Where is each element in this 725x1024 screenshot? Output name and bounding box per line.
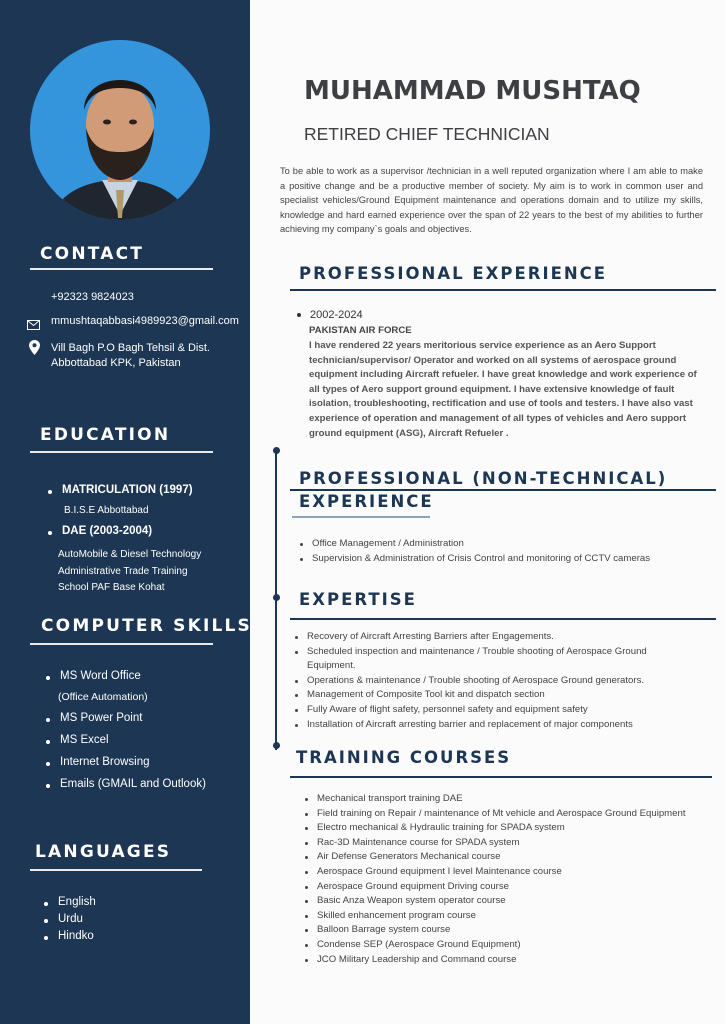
experience-bullet xyxy=(297,313,301,317)
education-item xyxy=(48,525,152,537)
non-technical-underline xyxy=(292,516,430,518)
location-pin-icon xyxy=(29,340,40,360)
education-detail: Administrative Trade Training xyxy=(58,566,188,577)
expertise-item: Scheduled inspection and maintenance / Trouble shooting of Aerospace Ground Equipment. xyxy=(293,645,652,674)
training-item: Field training on Repair / maintenance of Mt vehicle and Aerospace Ground Equipment xyxy=(303,807,715,822)
education-divider xyxy=(30,451,213,453)
contact-divider xyxy=(30,268,213,270)
education-detail: B.I.S.E Abbottabad xyxy=(64,505,149,516)
languages-heading: LANGUAGES xyxy=(35,842,172,862)
training-item: Basic Anza Weapon system operator course xyxy=(303,894,715,909)
training-item: Condense SEP (Aerospace Ground Equipment) xyxy=(303,938,715,953)
computer-skills-heading: COMPUTER SKILLS xyxy=(41,616,252,636)
timeline-dot xyxy=(273,447,280,454)
professional-experience-divider xyxy=(290,289,716,291)
skill-item-note: (Office Automation) xyxy=(58,691,148,703)
person-name: MUHAMMAD MUSHTAQ xyxy=(304,76,641,106)
skill-item: Emails (GMAIL and Outlook) xyxy=(46,778,206,800)
expertise-heading: EXPERTISE xyxy=(299,590,417,609)
training-list xyxy=(303,792,715,967)
education-heading: EDUCATION xyxy=(40,425,171,445)
training-heading: TRAINING COURSES xyxy=(296,748,512,767)
non-technical-heading: PROFESSIONAL (NON-TECHNICAL) xyxy=(299,469,668,488)
contact-heading: CONTACT xyxy=(40,244,145,264)
language-item: Hindko xyxy=(44,930,96,947)
professional-experience-heading: PROFESSIONAL EXPERIENCE xyxy=(299,264,608,283)
education-title: DAE (2003-2004) xyxy=(62,525,153,537)
language-item: Urdu xyxy=(44,913,96,930)
experience-description: I have rendered 22 years meritorious service experience as an Aero Support technician/supervisor/ Operator and worked on all systems of aerospace ground equipment including Aircraft refueler. I have great knowledge and work experience of all types of Aero support ground equipment. I have extensive knowledge of fault isolation, troubleshooting, rectification and use of tools and testers. I have also vast experience of operation and management of all types of vehicles and Aero support ground equipment (ASG), Aircraft Refueler . xyxy=(309,340,697,439)
phone-number: +92323 9824023 xyxy=(51,291,134,303)
expertise-item: Installation of Aircraft arresting barrier and replacement of major components xyxy=(293,718,708,733)
skill-item: MS Power Point xyxy=(46,712,206,734)
training-divider xyxy=(290,776,712,778)
career-objective: To be able to work as a supervisor /technician in a well reputed organization where I am able to make a positive change and be a productive member of society. My aim is to work in common user and specialist vehicles/Ground Equipment maintenance and operations domain and to utilize my skills, knowledge and hard earned experience over the span of 22 years to the best of my abilities to further achieving my company`s goals and objectives. xyxy=(280,166,703,235)
languages-list xyxy=(44,896,96,947)
training-item: Balloon Barrage system course xyxy=(303,923,715,938)
timeline-dot xyxy=(273,742,280,749)
skill-item: MS Word Office xyxy=(46,670,206,691)
education-detail: AutoMobile & Diesel Technology xyxy=(58,549,202,560)
non-technical-list xyxy=(298,537,650,566)
skill-item: MS Excel xyxy=(46,734,206,756)
expertise-item: Fully Aware of flight safety, personnel safety and equipment safety xyxy=(293,703,708,718)
education-item xyxy=(48,484,193,496)
address-line-1: Vill Bagh P.O Bagh Tehsil & Dist. xyxy=(51,342,210,354)
training-item: Skilled enhancement program course xyxy=(303,909,715,924)
training-item: Mechanical transport training DAE xyxy=(303,792,715,807)
training-item: Aerospace Ground equipment Driving course xyxy=(303,880,715,895)
person-role: RETIRED CHIEF TECHNICIAN xyxy=(304,124,550,144)
non-technical-divider xyxy=(290,489,716,491)
expertise-item: Management of Composite Tool kit and dispatch section xyxy=(293,688,708,703)
education-title: MATRICULATION (1997) xyxy=(62,484,193,496)
training-item: Rac-3D Maintenance course for SPADA system xyxy=(303,836,715,851)
address-line-2: Abbottabad KPK, Pakistan xyxy=(51,357,181,369)
training-item: Electro mechanical & Hydraulic training for SPADA system xyxy=(303,821,715,836)
non-technical-item: Supervision & Administration of Crisis Control and monitoring of CCTV cameras xyxy=(298,552,650,567)
education-detail: School PAF Base Kohat xyxy=(58,582,165,593)
mail-icon xyxy=(27,317,40,335)
main-content xyxy=(250,0,725,1024)
expertise-list xyxy=(293,630,708,732)
skill-item: Internet Browsing xyxy=(46,756,206,778)
experience-years: 2002-2024 xyxy=(310,309,363,321)
email-address: mmushtaqabbasi4989923@gmail.com xyxy=(51,315,239,327)
experience-organization: PAKISTAN AIR FORCE xyxy=(309,325,412,336)
languages-divider xyxy=(30,869,202,871)
computer-skills-divider xyxy=(30,643,213,645)
language-item: English xyxy=(44,896,96,913)
profile-photo xyxy=(30,40,210,220)
training-item: JCO Military Leadership and Command course xyxy=(303,953,715,968)
training-item: Aerospace Ground equipment I level Maintenance course xyxy=(303,865,715,880)
education-list xyxy=(48,484,193,496)
sidebar xyxy=(0,0,250,1024)
computer-skills-list xyxy=(46,670,206,800)
training-item: Air Defense Generators Mechanical course xyxy=(303,850,715,865)
non-technical-item: Office Management / Administration xyxy=(298,537,650,552)
expertise-item: Operations & maintenance / Trouble shooting of Aerospace Ground generators. xyxy=(293,674,708,689)
non-technical-heading-2: EXPERIENCE xyxy=(299,492,434,511)
education-list xyxy=(48,525,152,537)
timeline-dot xyxy=(273,594,280,601)
expertise-divider xyxy=(290,618,716,620)
expertise-item: Recovery of Aircraft Arresting Barriers after Engagements. xyxy=(293,630,708,645)
